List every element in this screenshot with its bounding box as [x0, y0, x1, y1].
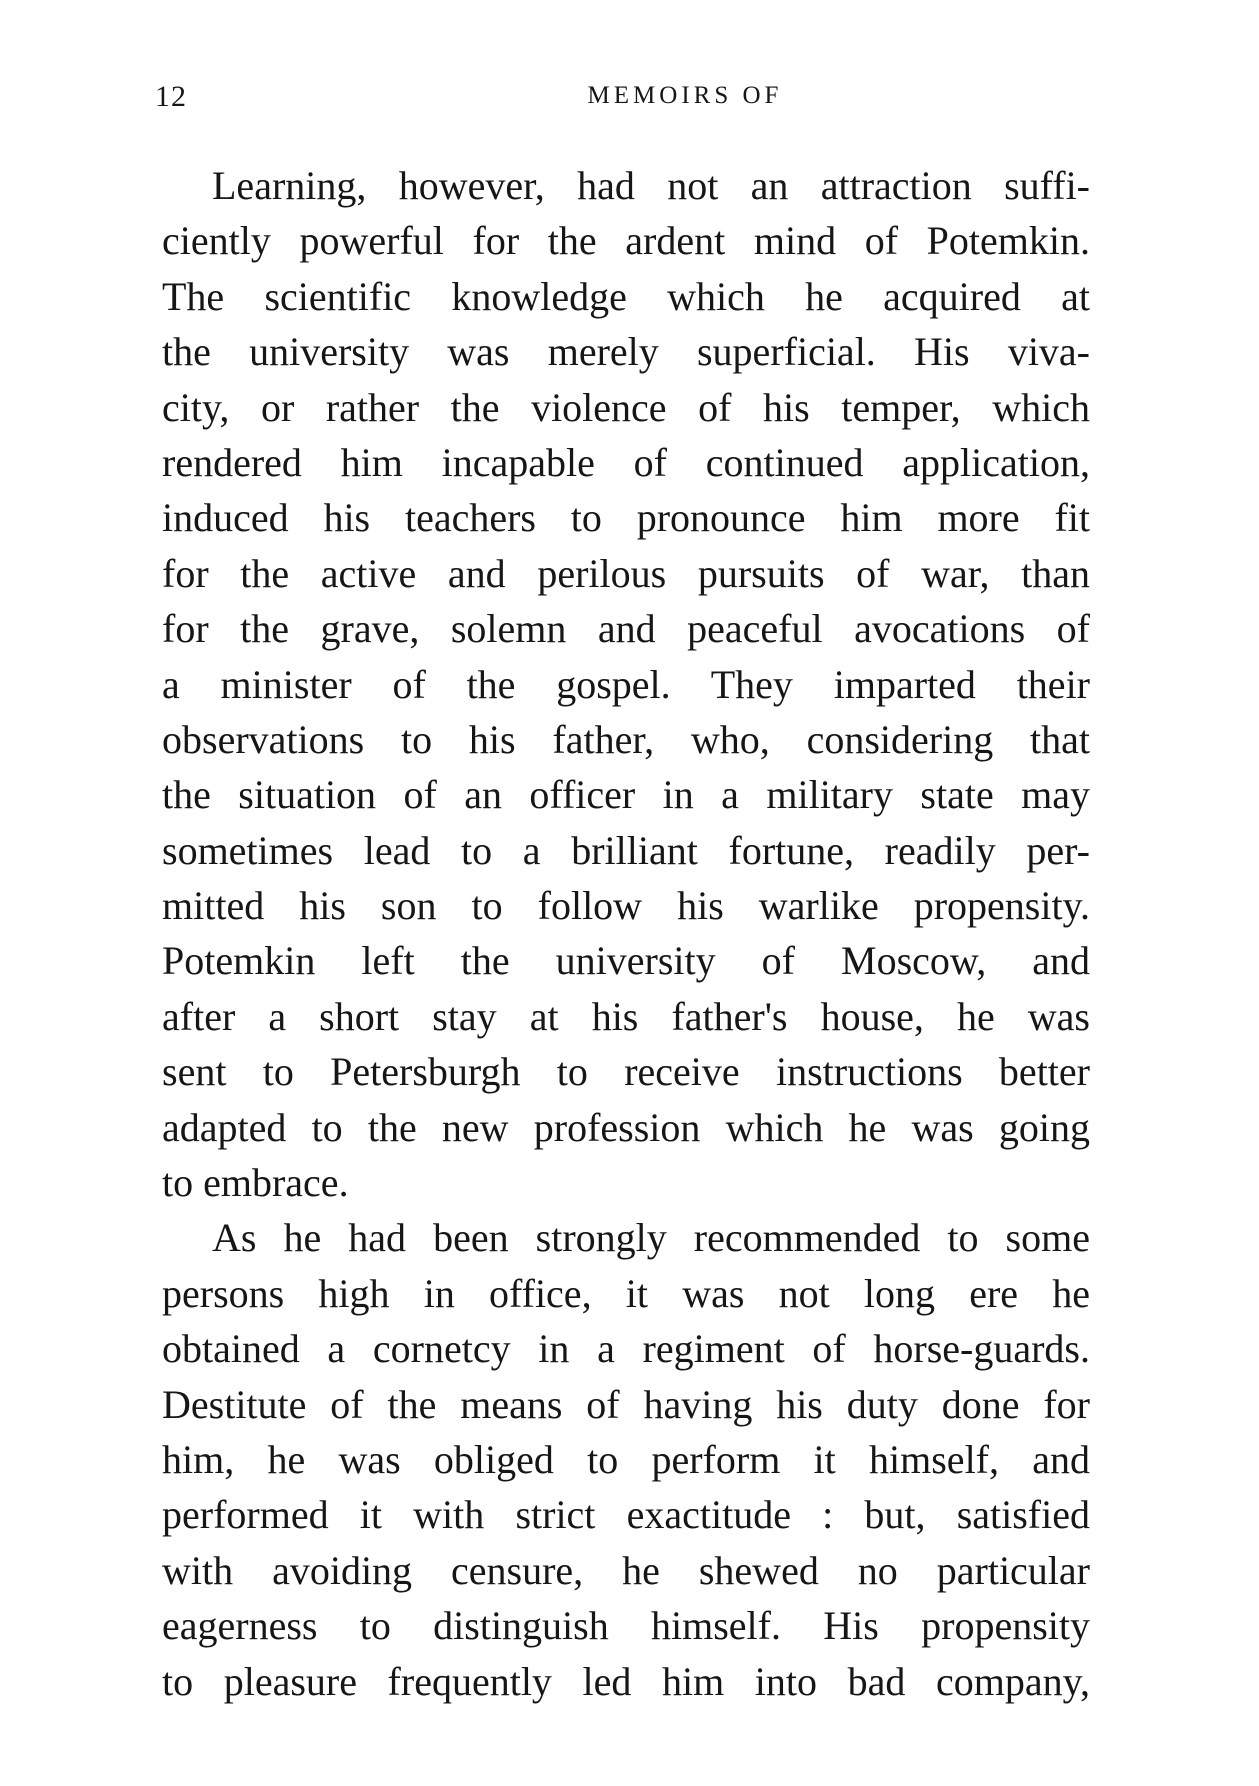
text-line: rendered him incapable of continued application,	[162, 439, 1090, 485]
body-text	[162, 158, 1090, 1709]
paragraph-2	[162, 1210, 1090, 1709]
text-line: Potemkin left the university of Moscow, and	[162, 938, 1090, 984]
text-line: eagerness to distinguish himself. His propensity	[162, 1603, 1090, 1649]
text-line: observations to his father, who, considering that	[162, 716, 1090, 762]
text-line: ciently powerful for the ardent mind of Potemkin.	[162, 218, 1090, 264]
text-line: adapted to the new profession which he was going	[162, 1104, 1090, 1150]
text-line: The scientific knowledge which he acquired at	[162, 273, 1090, 319]
text-line: a minister of the gospel. They imparted their	[162, 661, 1090, 707]
text-line: sent to Petersburgh to receive instructions better	[162, 1049, 1090, 1095]
running-title: MEMOIRS OF	[587, 82, 783, 109]
text-line: to pleasure frequently led him into bad company,	[162, 1658, 1090, 1704]
text-line: performed it with strict exactitude : but, satisfied	[162, 1492, 1090, 1538]
text-line: As he had been strongly recommended to some	[212, 1215, 1090, 1261]
text-line: him, he was obliged to perform it himself, and	[162, 1436, 1090, 1482]
text-line: obtained a cornetcy in a regiment of horse-guards.	[162, 1326, 1090, 1372]
text-line: induced his teachers to pronounce him more fit	[162, 495, 1090, 541]
text-line: the university was merely superficial. His viva-	[162, 329, 1090, 375]
text-line: for the active and perilous pursuits of war, than	[162, 550, 1090, 596]
paragraph-1	[162, 158, 1090, 1210]
text-line: mitted his son to follow his warlike propensity.	[162, 883, 1090, 929]
text-line: the situation of an officer in a military state may	[162, 772, 1090, 818]
text-line: Learning, however, had not an attraction suffi-	[212, 163, 1090, 208]
text-line: Destitute of the means of having his duty done for	[162, 1381, 1090, 1427]
text-line: after a short stay at his father's house, he was	[162, 993, 1090, 1039]
text-line: for the grave, solemn and peaceful avocations of	[162, 606, 1090, 652]
text-line: with avoiding censure, he shewed no particular	[162, 1547, 1090, 1593]
running-head	[155, 80, 1105, 120]
text-line: persons high in office, it was not long ere he	[162, 1270, 1090, 1316]
text-line: sometimes lead to a brilliant fortune, readily per-	[162, 827, 1090, 873]
page-number: 12	[155, 80, 187, 113]
text-line: to embrace.	[162, 1160, 349, 1206]
text-line: city, or rather the violence of his temper, which	[162, 384, 1090, 430]
